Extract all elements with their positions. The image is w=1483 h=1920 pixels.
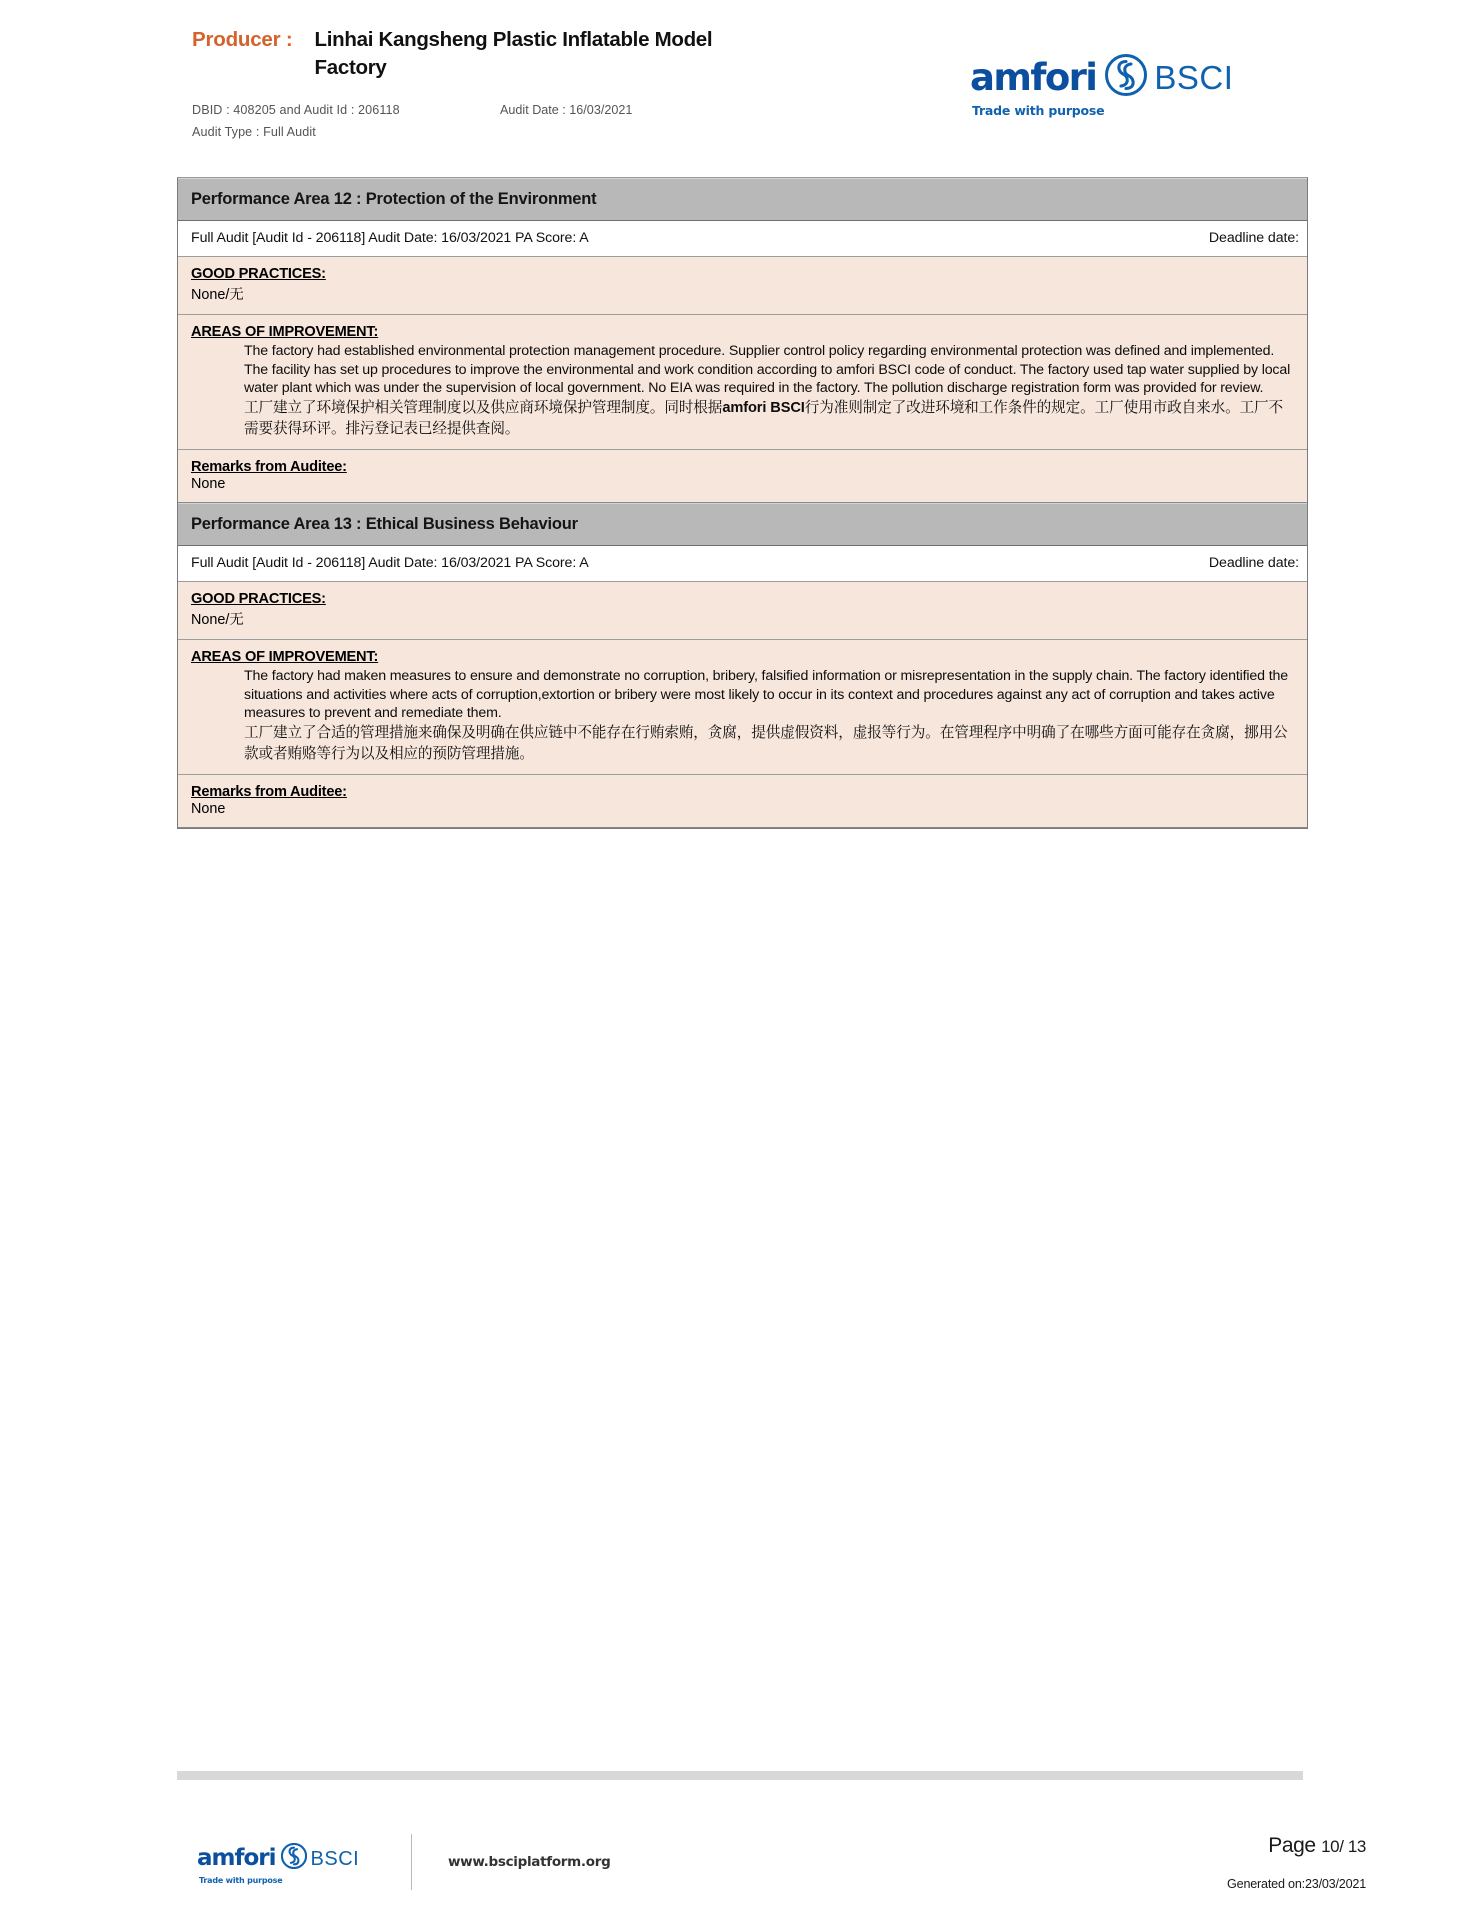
areas-of-improvement-block	[178, 315, 1307, 450]
page-value: 10/ 13	[1321, 1837, 1366, 1856]
performance-area-title: Performance Area 13 : Ethical Business Behaviour	[178, 503, 1307, 546]
areas-of-improvement-block	[178, 640, 1307, 775]
page-word: Page	[1268, 1834, 1316, 1857]
areas-of-improvement-text-en: The factory had maken measures to ensure and demonstrate no corruption, bribery, falsified information or misrepresentation in the supply chain. The factory identified the situations and activities where acts of corruption,extortion or bribery were most likely to occur in its context and procedures against any act of corruption and takes active measures to prevent and remediate them.	[244, 668, 1288, 722]
bsci-platform-url[interactable]: www.bsciplatform.org	[448, 1854, 611, 1870]
producer-name: Linhai Kangsheng Plastic Inflatable Model Factory	[314, 28, 713, 79]
amfori-swirl-icon	[1105, 54, 1147, 101]
page-footer	[0, 1828, 1483, 1920]
generated-on	[1227, 1877, 1366, 1891]
producer-block	[192, 26, 745, 81]
areas-of-improvement-title: AREAS OF IMPROVEMENT:	[191, 324, 379, 340]
audit-type-line: Audit Type : Full Audit	[192, 125, 316, 139]
dbid-audit-id-line: DBID : 408205 and Audit Id : 206118	[192, 103, 400, 117]
cn-text-pre: 工厂建立了环境保护相关管理制度以及供应商环境保护管理制度。同时根据	[244, 399, 723, 416]
page-number	[1227, 1834, 1366, 1858]
footer-right-group	[1227, 1834, 1366, 1891]
performance-area-section	[178, 178, 1307, 503]
cn-text-pre: 工厂建立了合适的管理措施来确保及明确在供应链中不能存在行贿索贿，贪腐，提供虚假资料，虚报等行为。在管理程序中明确了在哪些方面可能存在贪腐，挪用公款或者贿赂等行为以及相应的预防管理措施。	[244, 725, 1288, 762]
remarks-from-auditee-block	[178, 775, 1307, 828]
amfori-tagline-footer: Trade with purpose	[199, 1876, 283, 1885]
audit-score-row	[178, 546, 1307, 582]
deadline-date-label: Deadline date:	[1208, 230, 1299, 246]
areas-of-improvement-text-cn	[244, 398, 1297, 439]
bsci-wordmark: BSCI	[1154, 59, 1234, 96]
audit-score-text: Full Audit [Audit Id - 206118] Audit Date: 16/03/2021 PA Score: A	[191, 230, 589, 246]
amfori-wordmark-footer: amfori	[197, 1845, 276, 1871]
areas-of-improvement-text-en: The factory had established environmental protection management procedure. Supplier control policy regarding environmental protection was defined and implemented. The facility has set up procedures to improve the environmental and work condition according to amfori BSCI code of conduct. The factory used tap water supplied by local water plant which was under the supervision of local government. No EIA was required in the factory. The pollution discharge registration form was provided for review.	[244, 343, 1291, 397]
performance-area-title: Performance Area 12 : Protection of the Environment	[178, 178, 1307, 221]
footer-divider-rule	[177, 1771, 1303, 1780]
audit-date-line: Audit Date : 16/03/2021	[500, 103, 633, 117]
good-practices-value: None/无	[191, 612, 244, 629]
good-practices-title: GOOD PRACTICES:	[191, 266, 326, 282]
good-practices-block	[178, 582, 1307, 640]
amfori-bsci-logo-footer	[197, 1843, 367, 1885]
remarks-title: Remarks from Auditee:	[191, 459, 347, 476]
amfori-bsci-logo	[970, 54, 1240, 118]
page-header	[0, 26, 1483, 139]
performance-areas-table	[177, 177, 1308, 829]
areas-of-improvement-title: AREAS OF IMPROVEMENT:	[191, 649, 379, 666]
amfori-tagline: Trade with purpose	[972, 103, 1105, 118]
performance-area-section	[178, 503, 1307, 828]
producer-label: Producer :	[192, 28, 293, 51]
deadline-date-label: Deadline date:	[1208, 555, 1299, 572]
remarks-title: Remarks from Auditee:	[191, 784, 347, 801]
bsci-wordmark-footer: BSCI	[310, 1847, 360, 1870]
cn-text-post: 行为准则制定了改进环境和工作条件的规定。工厂使用市政自来水。工厂不需要获得环评。排污登记表已经提供查阅。	[244, 399, 1284, 437]
generated-on-label: Generated on:	[1227, 1877, 1305, 1891]
good-practices-title: GOOD PRACTICES:	[191, 591, 326, 608]
remarks-value: None	[191, 801, 226, 818]
remarks-value: None	[191, 476, 226, 493]
amfori-wordmark: amfori	[970, 56, 1097, 99]
amfori-swirl-icon-footer	[281, 1843, 307, 1874]
generated-on-date: 23/03/2021	[1304, 1877, 1366, 1891]
footer-vertical-divider	[411, 1834, 412, 1890]
footer-left-group	[197, 1834, 610, 1890]
remarks-from-auditee-block	[178, 450, 1307, 503]
good-practices-value: None/无	[191, 287, 244, 303]
audit-score-text: Full Audit [Audit Id - 206118] Audit Date: 16/03/2021 PA Score: A	[191, 555, 589, 572]
areas-of-improvement-text-cn	[244, 723, 1297, 764]
audit-score-row	[178, 221, 1307, 257]
good-practices-block	[178, 257, 1307, 315]
cn-text-brand: amfori BSCI	[722, 399, 805, 416]
